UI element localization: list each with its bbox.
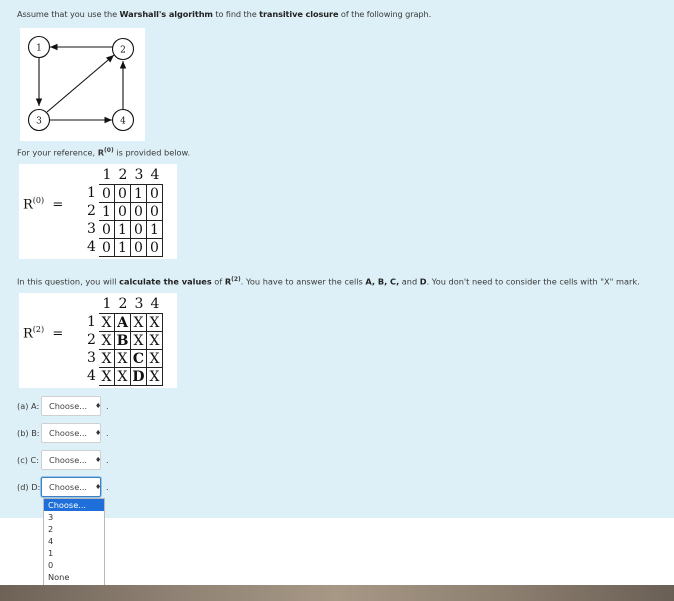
matrix-cell-d: D <box>130 367 146 386</box>
answer-select-d[interactable]: Choose... ♦ <box>41 477 101 497</box>
node-2-label: 2 <box>120 45 126 56</box>
answer-label-d: (d) D: <box>17 482 41 492</box>
matrix-r0 <box>19 164 177 259</box>
dropdown-option[interactable]: 0 <box>48 560 54 570</box>
matrix-cell: 0 <box>130 238 146 257</box>
answer-row-b: (b) B: Choose... ♦ . <box>17 423 109 443</box>
answer-row-a: (a) A: Choose... ♦ . <box>17 396 109 416</box>
dropdown-option[interactable]: 3 <box>48 512 54 522</box>
matrix-r2-row <box>87 367 163 385</box>
intro-algorithm: Warshall's algorithm <box>119 9 213 19</box>
row-label: 1 <box>87 314 96 330</box>
matrix-r0-row <box>87 238 163 256</box>
answer-row-c: (c) C: Choose... ♦ . <box>17 450 109 470</box>
col-header: 2 <box>118 296 128 312</box>
matrix-cell-c: C <box>130 349 146 367</box>
matrix-cell: X <box>114 367 130 386</box>
question-text: In this question, you will calculate the values of $R^{(2)}$. You have to answer the cells A, B, C, and D. You don't need to consider the cells with "X" mark. <box>17 276 640 287</box>
row-label: 2 <box>87 332 96 348</box>
graph-svg <box>20 28 145 141</box>
col-header: 4 <box>150 167 160 183</box>
answer-select-a[interactable]: Choose... ♦ <box>41 396 101 416</box>
matrix-cell: 0 <box>146 184 163 202</box>
answer-select-c[interactable]: Choose... ♦ <box>41 450 101 470</box>
row-label: 3 <box>87 221 96 237</box>
row-label: 2 <box>87 203 96 219</box>
intro-closure: transitive closure <box>259 9 339 19</box>
matrix-r2-grid <box>87 296 163 385</box>
matrix-cell: 0 <box>130 220 146 238</box>
col-header: 3 <box>134 296 144 312</box>
col-header: 1 <box>102 296 112 312</box>
col-header: 3 <box>134 167 144 183</box>
matrix-r0-row <box>87 184 163 202</box>
matrix-cell: X <box>146 313 163 331</box>
matrix-cell: 1 <box>146 220 163 238</box>
matrix-cell: 1 <box>130 184 146 202</box>
matrix-cell: 0 <box>130 202 146 220</box>
node-2 <box>113 39 134 60</box>
answer-d-dropdown-list[interactable] <box>43 498 105 592</box>
matrix-r2-label: $R^{(2)}$ = <box>23 325 64 342</box>
matrix-cell: 0 <box>99 220 114 238</box>
matrix-cell: X <box>130 313 146 331</box>
col-header: 1 <box>102 167 112 183</box>
answer-label-a: (a) A: <box>17 401 40 411</box>
col-header: 4 <box>150 296 160 312</box>
matrix-cell: X <box>99 313 114 331</box>
select-arrow-icon: ♦ <box>95 483 102 491</box>
matrix-cell: 0 <box>114 184 130 202</box>
answer-label-c: (c) C: <box>17 455 39 465</box>
select-arrow-icon: ♦ <box>95 402 102 410</box>
matrix-cell: 0 <box>146 238 163 257</box>
matrix-r0-header <box>87 167 163 184</box>
matrix-cell-a: A <box>114 313 130 331</box>
matrix-cell: 0 <box>146 202 163 220</box>
matrix-cell: 1 <box>114 220 130 238</box>
node-1 <box>29 37 50 58</box>
matrix-r2-row <box>87 313 163 331</box>
answer-row-d: (d) D: Choose... ♦ . <box>17 477 109 497</box>
matrix-cell: 1 <box>114 238 130 257</box>
matrix-r2-row <box>87 331 163 349</box>
matrix-cell: X <box>99 331 114 349</box>
intro-text: Assume that you use the Warshall's algorithm to find the transitive closure of the following graph. <box>17 9 432 19</box>
answer-label-b: (b) B: <box>17 428 40 438</box>
matrix-r2-header <box>87 296 163 313</box>
edge-3-2 <box>47 55 114 112</box>
matrix-cell: X <box>99 349 114 367</box>
row-label: 3 <box>87 350 96 366</box>
node-3 <box>29 110 50 131</box>
dropdown-option[interactable]: 1 <box>48 548 54 558</box>
node-4-label: 4 <box>120 116 126 127</box>
matrix-r0-row <box>87 220 163 238</box>
node-1-label: 1 <box>36 43 42 54</box>
matrix-r2-row <box>87 349 163 367</box>
matrix-cell: X <box>114 349 130 367</box>
reference-text: For your reference, $R^{(0)}$ is provided below. <box>17 147 191 158</box>
matrix-cell: X <box>146 331 163 349</box>
matrix-cell: 0 <box>99 184 114 202</box>
graph-figure <box>20 28 145 141</box>
matrix-r2 <box>19 293 177 388</box>
dropdown-option[interactable]: None <box>48 572 70 582</box>
node-3-label: 3 <box>36 116 42 127</box>
matrix-cell: X <box>146 367 163 386</box>
row-label: 4 <box>87 368 96 384</box>
matrix-cell: 0 <box>99 238 114 257</box>
dropdown-option[interactable]: 4 <box>48 536 54 546</box>
row-label: 4 <box>87 239 96 255</box>
select-arrow-icon: ♦ <box>95 456 102 464</box>
select-arrow-icon: ♦ <box>95 429 102 437</box>
matrix-r0-row <box>87 202 163 220</box>
dropdown-option[interactable]: 2 <box>48 524 54 534</box>
matrix-cell-b: B <box>114 331 130 349</box>
matrix-cell: X <box>99 367 114 386</box>
matrix-r0-grid <box>87 167 163 256</box>
node-4 <box>113 110 134 131</box>
matrix-r0-label: $R^{(0)}$ = <box>23 196 64 213</box>
dropdown-option-choose[interactable]: Choose... <box>44 499 104 511</box>
row-label: 1 <box>87 185 96 201</box>
col-header: 2 <box>118 167 128 183</box>
answer-select-b[interactable]: Choose... ♦ <box>41 423 101 443</box>
matrix-cell: 0 <box>114 202 130 220</box>
matrix-cell: X <box>146 349 163 367</box>
taskbar-strip <box>0 585 674 601</box>
matrix-cell: 1 <box>99 202 114 220</box>
matrix-cell: X <box>130 331 146 349</box>
